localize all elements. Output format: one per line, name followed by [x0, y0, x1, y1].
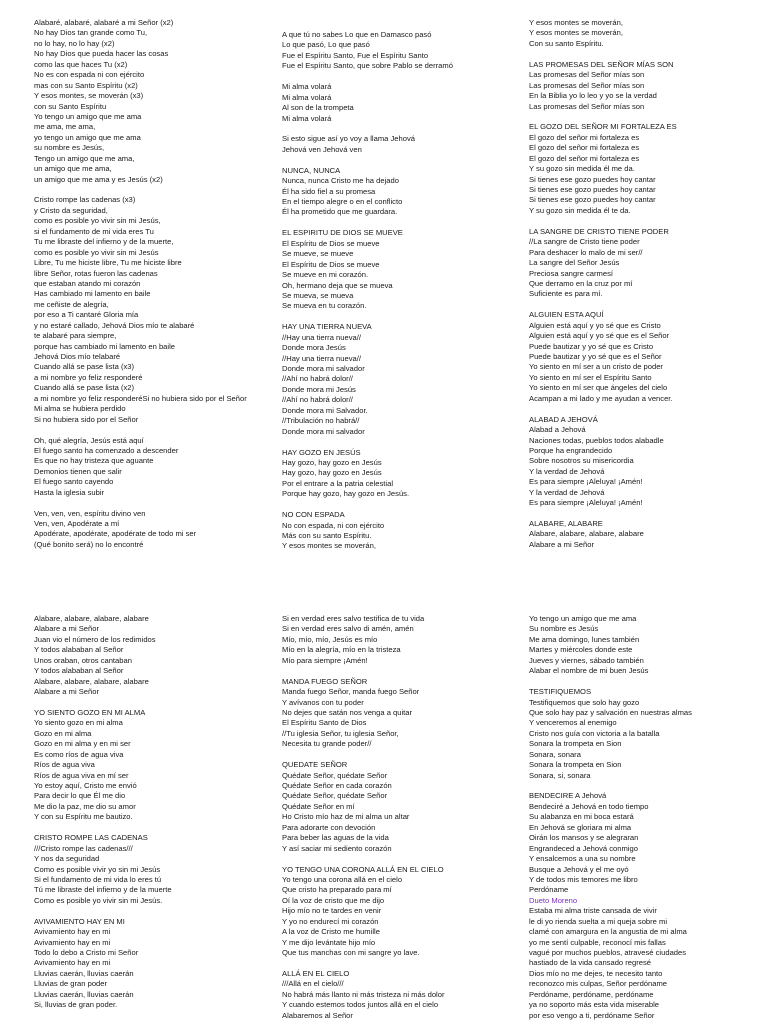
- lyric-line: El Espíritu de Dios se mueve: [282, 259, 380, 269]
- lyric-line: ALGUIEN ESTA AQUÍ: [529, 310, 604, 320]
- song-block: [282, 82, 522, 124]
- song-block: [529, 60, 768, 112]
- lyric-line: Nunca, nunca Cristo me ha dejado: [282, 176, 399, 186]
- lyric-line: Lluvias caerán, lluvias caerán: [34, 968, 134, 978]
- lyric-line: Para beber las aguas de la vida: [282, 833, 389, 843]
- song-block: [34, 18, 274, 185]
- lyric-line: Si tienes ese gozo puedes hoy cantar: [529, 174, 656, 184]
- lyric-line: Él ha prometido que me guardara.: [282, 207, 398, 217]
- lyric-line: Y avívanos con tu poder: [282, 697, 364, 707]
- lyric-line: //Hay una tierra nueva//: [282, 353, 361, 363]
- column-1-top-left: [34, 18, 274, 561]
- lyric-line: Si en verdad eres salvo testifica de tu vida: [282, 614, 425, 623]
- lyric-line: El gozo del señor mi fortaleza es: [529, 143, 640, 153]
- lyric-line: Alguien está aquí y yo sé que es el Señor: [529, 331, 670, 341]
- lyric-line: Perdóname: [529, 885, 569, 895]
- lyric-line: no lo hay, no lo hay (x2): [34, 38, 115, 48]
- song-block: [282, 614, 522, 666]
- lyric-line: Yo siento en mí ser que ángeles del cielo: [529, 383, 668, 393]
- lyric-line: ALABAD A JEHOVÁ: [529, 414, 598, 424]
- column-3-top-right: [529, 18, 768, 561]
- lyric-line: Ven, ven, Apodérate a mí: [34, 519, 120, 528]
- lyric-line: Suficiente es para mí.: [529, 289, 603, 299]
- lyric-line: hastiado de la vida cansado regresé: [529, 958, 652, 968]
- lyric-line: //Hay una tierra nueva//: [282, 332, 361, 342]
- lyric-line: Lluvias de gran poder: [34, 979, 108, 989]
- lyric-line: Hay gozo, hay gozo en Jesús: [282, 468, 382, 478]
- lyric-line: Como es posible vivir yo sin mi Jesús: [34, 864, 161, 874]
- lyric-line: un amigo que me ama y es Jesús (x2): [34, 174, 163, 184]
- lyric-line: En Jehová se gloriara mi alma: [529, 822, 632, 832]
- lyric-line: Y esos montes se moverán,: [529, 18, 623, 27]
- lyric-line: Demonios tienen que salir: [34, 466, 122, 476]
- lyric-line: Su nombre es Jesús: [529, 624, 599, 634]
- lyric-line: si el fundamento de mi vida eres Tu: [34, 226, 154, 236]
- lyric-line: Donde mora Jesús: [282, 343, 346, 353]
- lyric-line: Alabar el nombre de mi buen Jesús: [529, 666, 649, 676]
- song-block: [282, 969, 522, 1021]
- lyric-line: Yo tengo un amigo que me ama: [529, 614, 637, 623]
- lyric-line: reconozco mis culpas, Señor perdóname: [529, 979, 668, 989]
- lyric-line: ///Allá en el cielo///: [282, 979, 344, 989]
- lyric-line: Si esto sigue así yo voy a llama Jehová: [282, 134, 415, 144]
- lyric-line: Necesita tu grande poder//: [282, 739, 372, 749]
- column-4-bottom-left: [34, 614, 274, 1024]
- lyric-line: Con su santo Espíritu.: [529, 38, 604, 48]
- lyric-line: como las que haces Tu (x2): [34, 59, 128, 69]
- lyric-line: Jueves y viernes, sábado también: [529, 655, 644, 665]
- lyric-line: Y esos montes se moverán,: [282, 541, 376, 551]
- lyric-line: No hay Dios que pueda hacer las cosas: [34, 49, 169, 59]
- lyric-line: //La sangre de Cristo tiene poder: [529, 237, 640, 247]
- song-block: [282, 134, 522, 155]
- lyric-line: La sangre del Señor Jesús: [529, 258, 620, 268]
- lyric-line: a mi nombre yo feliz responderé: [34, 372, 143, 382]
- lyric-line: Que derramo en la cruz por mí: [529, 278, 633, 288]
- song-block: [34, 917, 274, 1011]
- lyric-line: Si no hubiera sido por el Señor: [34, 414, 139, 424]
- song-block: [34, 708, 274, 823]
- song-block: [34, 436, 274, 499]
- lyric-line: CRISTO ROMPE LAS CADENAS: [34, 833, 148, 843]
- lyric-line: te alabaré para siempre,: [34, 331, 117, 341]
- song-block: [529, 122, 768, 216]
- song-block: [282, 228, 522, 312]
- lyric-line: Y esos montes se moverán,: [529, 28, 623, 38]
- lyric-line: NUNCA, NUNCA: [282, 165, 341, 175]
- lyric-line: como es posible yo vivir sin mi Jesús,: [34, 216, 161, 226]
- lyric-line: Y así saciar mi sediento corazón: [282, 843, 392, 853]
- lyric-line: //Ahí no habrá dolor//: [282, 374, 353, 384]
- lyric-line: A la voz de Cristo me humille: [282, 927, 380, 937]
- lyric-line: Para adorarte con devoción: [282, 822, 376, 832]
- lyric-line: BENDECIRE A Jehová: [529, 791, 607, 801]
- lyric-line: Yo tengo una corona allá en el cielo: [282, 874, 403, 884]
- lyric-line: Yo siento gozo en mi alma: [34, 718, 123, 728]
- lyric-line: su nombre es Jesús,: [34, 143, 105, 153]
- lyric-line: HAY GOZO EN JESÚS: [282, 447, 361, 457]
- lyric-line: Es para siempre ¡Aleluya! ¡Amén!: [529, 498, 643, 508]
- lyric-line: Acampan a mi lado y me ayudan a vencer.: [529, 393, 673, 403]
- lyric-line: Mío para siempre ¡Amén!: [282, 655, 368, 665]
- song-block: [34, 833, 274, 906]
- lyric-line: Para decir lo que Él me dio: [34, 791, 126, 801]
- lyric-line: Gozo en mi alma y en mi ser: [34, 739, 131, 749]
- lyric-line: Gozo en mi alma: [34, 728, 92, 738]
- lyric-line: Las promesas del Señor mías son: [529, 70, 645, 80]
- lyric-line: No habrá más llanto ni más tristeza ni más dolor: [282, 989, 445, 999]
- lyric-line: Donde mora mi salvador: [282, 364, 365, 373]
- lyric-line: Y la verdad de Jehová: [529, 466, 605, 476]
- lyric-line: Y de todos mis temores me libro: [529, 874, 638, 884]
- lyric-line: Él ha sido fiel a su promesa: [282, 186, 376, 196]
- lyric-line: Apodérate, apodérate, apodérate de todo mi ser: [34, 529, 197, 539]
- song-block: [282, 322, 522, 437]
- lyric-line: MANDA FUEGO SEÑOR: [282, 676, 368, 686]
- lyric-line: por eso a Ti cantaré Gloria mía: [34, 310, 139, 320]
- lyric-line: Mi alma volará: [282, 113, 332, 123]
- lyric-line: Unos oraban, otros cantaban: [34, 655, 132, 665]
- lyric-line: Y su gozo sin medida él te da.: [529, 205, 631, 215]
- lyric-line: Jehová Dios mío telabaré: [34, 352, 121, 361]
- lyric-line: Porque ha engrandecido: [529, 445, 613, 455]
- lyric-line: Y todos alababan al Señor: [34, 645, 124, 655]
- lyric-line: El Espíritu Santo de Dios: [282, 718, 367, 728]
- song-block: [282, 30, 522, 72]
- lyric-line: Mi alma volará: [282, 92, 332, 102]
- lyric-line: No dejes que satán nos venga a quitar: [282, 707, 413, 717]
- lyric-line: Y esos montes, se moverán (x3): [34, 91, 144, 101]
- column-2-top-center: [282, 30, 522, 562]
- lyric-line: No con espada, ni con ejército: [282, 520, 385, 530]
- lyric-line: Avivamiento hay en mi: [34, 937, 111, 947]
- lyric-line: Busque a Jehová y el me oyó: [529, 864, 629, 874]
- lyric-line: yo me sentí culpable, reconocí mis fallas: [529, 937, 666, 947]
- song-block: [529, 415, 768, 509]
- lyric-line: LAS PROMESAS DEL SEÑOR MÍAS SON: [529, 59, 674, 69]
- lyric-line: Cuando allá se pase lista (x2): [34, 383, 135, 393]
- lyric-line: Donde mora mi Jesús: [282, 384, 356, 394]
- lyric-line: Me ama domingo, lunes también: [529, 634, 640, 644]
- lyric-line: Lo que pasó, Lo que pasó: [282, 40, 370, 50]
- lyric-line: mas con su Santo Espíritu (x2): [34, 80, 138, 90]
- lyric-line: Oirán los mansos y se alegraran: [529, 833, 639, 843]
- lyric-line: HAY UNA TIERRA NUEVA: [282, 322, 372, 332]
- lyric-line: Al son de la trompeta: [282, 103, 354, 113]
- lyric-line: Como es posible yo vivir sin mi Jesús.: [34, 895, 163, 905]
- lyric-line: El gozo del señor mi fortaleza es: [529, 132, 640, 142]
- lyric-line: Tú me libraste del infierno y de la muerte: [34, 885, 172, 895]
- lyric-line: El fuego santo ha comenzado a descender: [34, 445, 179, 455]
- lyric-line: Ho Cristo mío haz de mi alma un altar: [282, 812, 410, 822]
- lyric-line: AVIVAMIENTO HAY EN MI: [34, 916, 125, 926]
- song-block: [529, 519, 768, 550]
- lyric-line: Ven, ven, ven, espíritu divino ven: [34, 508, 146, 518]
- lyric-line: Donde mora mi Salvador.: [282, 405, 368, 415]
- lyric-line: Es que no hay tristeza que aguante: [34, 456, 154, 466]
- song-block: [529, 18, 768, 49]
- song-block: [34, 614, 274, 698]
- lyric-line: y no estaré callado, Jehová Dios mío te alabaré: [34, 320, 195, 330]
- lyric-line: //Tu iglesia Señor, tu iglesia Señor,: [282, 728, 399, 738]
- lyric-line: En la Biblia yo lo leo y yo se la verdad: [529, 91, 657, 101]
- lyric-line: Es como ríos de agua viva: [34, 749, 124, 759]
- lyric-line: Has cambiado mi lamento en baile: [34, 289, 151, 299]
- lyric-line: El Espíritu de Dios se mueve: [282, 238, 380, 248]
- lyric-line: Que solo hay paz y salvación en nuestras almas: [529, 707, 692, 717]
- lyric-line: Y venceremos al enemigo: [529, 718, 617, 728]
- lyric-line: Para deshacer lo malo de mi ser//: [529, 247, 643, 257]
- lyric-line: ALABARE, ALABARE: [529, 519, 603, 528]
- lyric-line: A que tú no sabes Lo que en Damasco pasó: [282, 30, 432, 39]
- lyric-line: Hasta la iglesia subir: [34, 487, 105, 497]
- lyric-line: Alabare, alabare, alabare, alabare: [34, 614, 149, 623]
- lyric-line: Avivamiento hay en mi: [34, 958, 111, 968]
- lyric-line: Oh, hermano deja que se mueva: [282, 280, 393, 290]
- lyric-line: Yo tengo un amigo que me ama: [34, 111, 142, 121]
- lyric-line: NO CON ESPADA: [282, 510, 345, 520]
- lyric-line: Y yo no endurecí mi corazón: [282, 916, 379, 926]
- lyric-line: clamé con amargura en la angustia de mi alma: [529, 927, 687, 937]
- lyric-line: por eso vengo a ti, perdóname Señor: [529, 1010, 655, 1020]
- lyric-line: Mi alma se hubiera perdido: [34, 404, 126, 414]
- lyric-line: //Tribulación no habrá//: [282, 416, 360, 426]
- song-block: [282, 510, 522, 552]
- lyric-line: Lluvias caerán, lluvias caerán: [34, 989, 134, 999]
- lyric-line: Martes y miércoles donde este: [529, 645, 633, 655]
- lyric-line: Mi alma volará: [282, 82, 332, 92]
- lyric-line: Su alabanza en mi boca estará: [529, 812, 634, 822]
- song-block: [529, 791, 768, 1021]
- lyric-line: Si el fundamento de mi vida lo eres tú: [34, 874, 162, 884]
- lyric-line: Juan vio el número de los redimidos: [34, 634, 156, 644]
- lyric-line: Alabaremos al Señor: [282, 1010, 353, 1020]
- lyric-line: Si tienes ese gozo puedes hoy cantar: [529, 185, 656, 194]
- lyric-line: Tu me libraste del infierno y de la muerte,: [34, 237, 174, 247]
- lyric-line: Hijo mío no te tardes en venir: [282, 906, 382, 916]
- lyric-line: Se mueva, se mueva: [282, 290, 354, 300]
- lyric-line: Y me dijo levántate hijo mío: [282, 937, 376, 947]
- column-5-bottom-center: [282, 614, 522, 1024]
- lyric-line: vagué por muchos pueblos, atravesé ciudades: [529, 948, 687, 957]
- lyric-line: Sonara la trompeta en Sion: [529, 760, 622, 770]
- lyric-line: Puede bautizar y yo sé que es el Señor: [529, 352, 662, 361]
- lyric-line: El fuego santo cayendo: [34, 477, 114, 487]
- lyric-line: TESTIFIQUEMOS: [529, 687, 592, 697]
- song-block: [282, 865, 522, 959]
- lyric-line: ALLÁ EN EL CIELO: [282, 968, 350, 978]
- lyric-line: Jehová ven Jehová ven: [282, 144, 362, 154]
- lyric-line: Si, lluvias de gran poder.: [34, 1000, 118, 1010]
- lyric-line: y Cristo da seguridad,: [34, 205, 108, 215]
- lyric-line: me ama, me ama,: [34, 122, 96, 132]
- lyric-line: ya no soporto más esta vida miserable: [529, 1000, 660, 1010]
- lyric-line: No hay Dios tan grande como Tu,: [34, 28, 148, 38]
- lyric-line: Y ensalcemos a una su nombre: [529, 854, 636, 864]
- lyric-line: Testifiquemos que solo hay gozo: [529, 697, 640, 707]
- lyric-line: Yo estoy aquí, Cristo me envió: [34, 781, 137, 790]
- lyric-line: LA SANGRE DE CRISTO TIENE PODER: [529, 226, 669, 236]
- song-block: [282, 448, 522, 500]
- song-block: [282, 166, 522, 218]
- lyric-line: Y su gozo sin medida él me da.: [529, 164, 635, 174]
- lyric-line: Oh, qué alegría, Jesús está aquí: [34, 435, 144, 445]
- lyric-line: porque has cambiado mi lamento en baile: [34, 341, 175, 351]
- lyric-line: Fue el Espíritu Santo, Fue el Espíritu Santo: [282, 50, 429, 60]
- lyric-line: (Qué bonito será) no lo encontré: [34, 539, 144, 549]
- lyric-line: Quédate Señor, quédate Señor: [282, 791, 388, 801]
- lyric-line: Se mueva en tu corazón.: [282, 301, 367, 311]
- lyric-line: Dios mío no me dejes, te necesito tanto: [529, 968, 663, 978]
- lyric-line: YO TENGO UNA CORONA ALLÁ EN EL CIELO: [282, 864, 444, 874]
- lyric-line: le di yo rienda suelta a mi queja sobre mi: [529, 916, 668, 926]
- lyric-line: me ceñiste de alegría,: [34, 299, 109, 309]
- lyric-line: un amigo que me ama,: [34, 164, 112, 174]
- lyric-line: con su Santo Espíritu: [34, 101, 107, 111]
- song-block: [529, 614, 768, 677]
- lyric-line: Que tus manchas con mi sangre yo lave.: [282, 948, 420, 957]
- lyric-line: Y cuando estemos todos juntos allá en el cielo: [282, 1000, 439, 1010]
- lyric-line: Naciones todas, pueblos todos alabadle: [529, 435, 664, 445]
- lyric-line: Cristo rompe las cadenas (x3): [34, 195, 136, 205]
- lyric-line: Alabare a mi Señor: [34, 624, 100, 634]
- lyric-line: Tengo un amigo que me ama,: [34, 153, 135, 163]
- lyric-line: yo tengo un amigo que me ama: [34, 132, 141, 142]
- lyric-line: Alabaré, alabaré, alabaré a mi Señor (x2): [34, 18, 174, 27]
- lyric-line: Ríos de agua viva: [34, 760, 95, 770]
- lyric-line: Quédate Señor, quédate Señor: [282, 770, 388, 780]
- lyric-line: Alabare a mi Señor: [34, 687, 100, 697]
- lyric-line: Y con su Espíritu me bautizo.: [34, 812, 133, 822]
- lyric-line: Manda fuego Señor, manda fuego Señor: [282, 687, 420, 697]
- lyric-line: Las promesas del Señor mías son: [529, 80, 645, 90]
- column-6-bottom-right: [529, 614, 768, 1024]
- lyric-line: Sonara, sonara: [529, 749, 581, 759]
- lyric-line: Se mueve, se mueve: [282, 249, 354, 259]
- lyric-line: Y todos alababan al Señor: [34, 666, 124, 676]
- lyric-line: Cuando allá se pase lista (x3): [34, 362, 135, 372]
- lyric-line: Quédate Señor en mí: [282, 801, 355, 811]
- lyric-line: QUEDATE SEÑOR: [282, 760, 348, 770]
- lyric-line: Se mueve en mi corazón.: [282, 270, 369, 280]
- song-block: [282, 677, 522, 750]
- lyric-line: Hay gozo, hay gozo en Jesús: [282, 457, 382, 467]
- lyric-line: Mío en la alegría, mío en la tristeza: [282, 645, 401, 655]
- lyric-line: como es posible yo vivir sin mi Jesús: [34, 247, 159, 257]
- lyric-line: Puede bautizar y yo sé que es Cristo: [529, 341, 654, 351]
- lyric-line: Cristo nos guía con victoria a la batalla: [529, 728, 660, 738]
- lyric-line: Fue el Espíritu Santo, que sobre Pablo se derramó: [282, 61, 453, 71]
- lyric-line: Estaba mi alma triste cansada de vivir: [529, 906, 657, 916]
- lyric-line: Bendeciré a Jehová en todo tiempo: [529, 801, 649, 811]
- lyric-line: En el tiempo alegre o en el conflicto: [282, 197, 403, 206]
- lyric-line: a mi nombre yo feliz responderéSi no hubiera sido por el Señor: [34, 393, 247, 403]
- song-block: [34, 509, 274, 551]
- lyric-line: que estaban atando mi corazón: [34, 278, 141, 288]
- lyric-line: Si tienes ese gozo puedes hoy cantar: [529, 195, 656, 205]
- lyric-line: Sobre nosotros su misericordia: [529, 456, 634, 466]
- lyric-line: Alguien está aquí y yo sé que es Cristo: [529, 320, 661, 330]
- lyric-line: Oí la voz de cristo que me dijo: [282, 895, 385, 905]
- lyric-line: Engrandeced a Jehová conmigo: [529, 843, 638, 853]
- lyric-line: ///Cristo rompe las cadenas///: [34, 843, 133, 853]
- lyric-line: Y la verdad de Jehová: [529, 487, 605, 497]
- lyric-line: Por el entrare a la patria celestial: [282, 478, 394, 488]
- lyric-line: Sonara, si, sonara: [529, 770, 591, 780]
- song-block: [529, 687, 768, 781]
- lyric-line: Sonara la trompeta en Sion: [529, 739, 622, 749]
- lyric-line: libre Señor, rotas fueron las cadenas: [34, 268, 158, 278]
- lyric-line: Mío, mío, mío, Jesús es mío: [282, 634, 378, 644]
- lyric-line: EL GOZO DEL SEÑOR MI FORTALEZA ES: [529, 122, 677, 132]
- lyric-line: Más con su santo Espíritu.: [282, 531, 372, 540]
- lyric-line: Avivamiento hay en mi: [34, 927, 111, 937]
- song-block: [34, 195, 274, 425]
- lyric-line: No es con espada ni con ejército: [34, 70, 145, 80]
- lyric-line: //Ahí no habrá dolor//: [282, 395, 353, 405]
- song-block: [529, 227, 768, 300]
- lyric-line: Alabare a mi Señor: [529, 539, 595, 549]
- lyric-line: Alabare, alabare, alabare, alabare: [529, 529, 644, 539]
- lyric-line: EL ESPIRITU DE DIOS SE MUEVE: [282, 228, 403, 238]
- lyric-line: Alabad a Jehová: [529, 425, 586, 435]
- lyric-line: Si en verdad eres salvo di amén, amén: [282, 624, 414, 634]
- lyric-line: Y nos da seguridad: [34, 854, 100, 864]
- song-block: [529, 310, 768, 404]
- lyric-line: Porque hay gozo, hay gozo en Jesús.: [282, 489, 410, 499]
- lyric-line: Yo siento en mí ser el Espíritu Santo: [529, 372, 652, 382]
- lyric-line: El gozo del señor mi fortaleza es: [529, 153, 640, 163]
- lyric-line: Dueto Moreno: [529, 895, 578, 905]
- lyric-line: Que cristo ha preparado para mí: [282, 885, 392, 895]
- lyric-line: Donde mora mi salvador: [282, 426, 365, 436]
- lyric-line: Libre, Tu me hiciste libre, Tu me hiciste libre: [34, 258, 182, 268]
- lyric-line: YO SIENTO GOZO EN MI ALMA: [34, 707, 146, 717]
- lyric-line: Perdóname, perdóname, perdóname: [529, 989, 654, 999]
- song-block: [282, 760, 522, 854]
- lyric-line: Las promesas del Señor mías son: [529, 101, 645, 111]
- lyric-line: Yo siento en mí ser a un cristo de poder: [529, 362, 663, 372]
- lyric-line: Quédate Señor en cada corazón: [282, 781, 392, 790]
- lyric-line: Preciosa sangre carmesí: [529, 268, 613, 278]
- lyric-line: Todo lo debo a Cristo mi Señor: [34, 948, 139, 957]
- lyric-line: Es para siempre ¡Aleluya! ¡Amén!: [529, 477, 643, 487]
- lyric-line: Me dio la paz, me dio su amor: [34, 801, 136, 811]
- lyric-line: Ríos de agua viva en mí ser: [34, 770, 129, 780]
- lyric-line: Alabare, alabare, alabare, alabare: [34, 676, 149, 686]
